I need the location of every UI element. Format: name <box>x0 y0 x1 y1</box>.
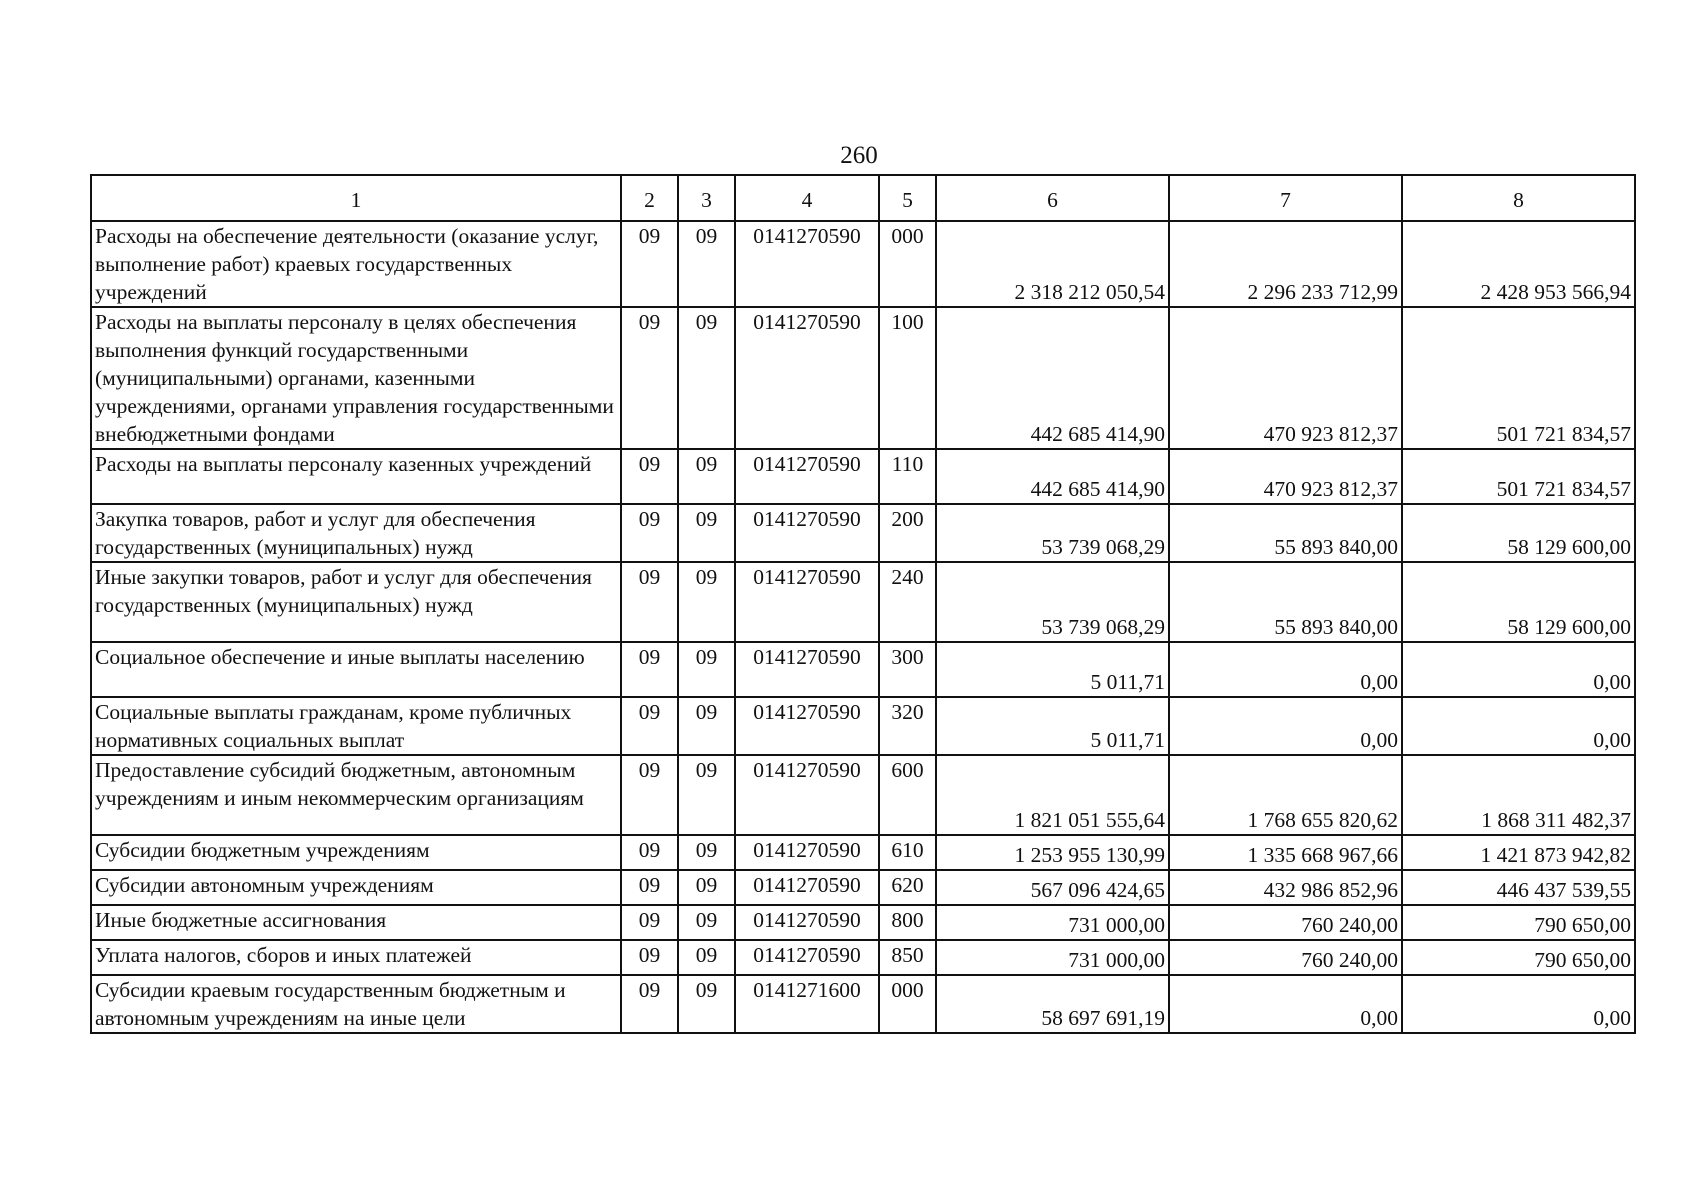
amount-col-7: 55 893 840,00 <box>1169 562 1402 642</box>
amount-col-8: 58 129 600,00 <box>1402 562 1635 642</box>
column-header: 4 <box>735 175 879 221</box>
expense-name: Уплата налогов, сборов и иных платежей <box>91 940 621 975</box>
section-code: 09 <box>621 940 678 975</box>
expense-name: Расходы на обеспечение деятельности (оказание услуг, выполнение работ) краевых государственных учреждений <box>91 221 621 307</box>
target-article-code: 0141271600 <box>735 975 879 1033</box>
expense-name: Закупка товаров, работ и услуг для обеспечения государственных (муниципальных) нужд <box>91 504 621 562</box>
table-row <box>91 870 1635 905</box>
amount-col-7: 2 296 233 712,99 <box>1169 221 1402 307</box>
subsection-code: 09 <box>678 642 735 697</box>
amount-col-7: 55 893 840,00 <box>1169 504 1402 562</box>
section-code: 09 <box>621 307 678 449</box>
expense-name: Иные закупки товаров, работ и услуг для обеспечения государственных (муниципальных) нужд <box>91 562 621 642</box>
table-row <box>91 307 1635 449</box>
amount-col-6: 1 253 955 130,99 <box>936 835 1169 870</box>
expense-type-code: 000 <box>879 221 936 307</box>
table-row <box>91 221 1635 307</box>
expense-type-code: 100 <box>879 307 936 449</box>
column-header: 8 <box>1402 175 1635 221</box>
table-body <box>91 175 1635 1033</box>
amount-col-8: 446 437 539,55 <box>1402 870 1635 905</box>
target-article-code: 0141270590 <box>735 835 879 870</box>
expense-name: Расходы на выплаты персоналу в целях обеспечения выполнения функций государственными (муниципальными) органами, казенными учреждениями, органами управления государственными внебюджетными фондами <box>91 307 621 449</box>
expense-name: Социальное обеспечение и иные выплаты населению <box>91 642 621 697</box>
amount-col-7: 1 768 655 820,62 <box>1169 755 1402 835</box>
expense-type-code: 850 <box>879 940 936 975</box>
subsection-code: 09 <box>678 221 735 307</box>
amount-col-6: 53 739 068,29 <box>936 562 1169 642</box>
table-row <box>91 642 1635 697</box>
amount-col-6: 5 011,71 <box>936 642 1169 697</box>
table-row <box>91 835 1635 870</box>
target-article-code: 0141270590 <box>735 642 879 697</box>
subsection-code: 09 <box>678 835 735 870</box>
expense-name: Социальные выплаты гражданам, кроме публичных нормативных социальных выплат <box>91 697 621 755</box>
section-code: 09 <box>621 975 678 1033</box>
amount-col-6: 5 011,71 <box>936 697 1169 755</box>
section-code: 09 <box>621 835 678 870</box>
expense-name: Предоставление субсидий бюджетным, автономным учреждениям и иным некоммерческим организациям <box>91 755 621 835</box>
amount-col-6: 442 685 414,90 <box>936 449 1169 504</box>
expense-type-code: 610 <box>879 835 936 870</box>
column-header: 7 <box>1169 175 1402 221</box>
table-row <box>91 905 1635 940</box>
expense-type-code: 240 <box>879 562 936 642</box>
page-number: 260 <box>840 142 878 169</box>
amount-col-7: 0,00 <box>1169 697 1402 755</box>
amount-col-6: 731 000,00 <box>936 940 1169 975</box>
subsection-code: 09 <box>678 870 735 905</box>
expense-type-code: 320 <box>879 697 936 755</box>
subsection-code: 09 <box>678 755 735 835</box>
column-header: 5 <box>879 175 936 221</box>
subsection-code: 09 <box>678 562 735 642</box>
expense-type-code: 000 <box>879 975 936 1033</box>
table-row <box>91 504 1635 562</box>
section-code: 09 <box>621 870 678 905</box>
budget-table <box>90 174 1636 1034</box>
subsection-code: 09 <box>678 905 735 940</box>
section-code: 09 <box>621 697 678 755</box>
target-article-code: 0141270590 <box>735 449 879 504</box>
table-row <box>91 449 1635 504</box>
amount-col-8: 790 650,00 <box>1402 905 1635 940</box>
amount-col-7: 0,00 <box>1169 642 1402 697</box>
subsection-code: 09 <box>678 449 735 504</box>
section-code: 09 <box>621 642 678 697</box>
target-article-code: 0141270590 <box>735 870 879 905</box>
expense-name: Субсидии автономным учреждениям <box>91 870 621 905</box>
section-code: 09 <box>621 221 678 307</box>
table-row <box>91 697 1635 755</box>
amount-col-7: 1 335 668 967,66 <box>1169 835 1402 870</box>
subsection-code: 09 <box>678 940 735 975</box>
target-article-code: 0141270590 <box>735 697 879 755</box>
expense-name: Иные бюджетные ассигнования <box>91 905 621 940</box>
section-code: 09 <box>621 905 678 940</box>
section-code: 09 <box>621 504 678 562</box>
target-article-code: 0141270590 <box>735 562 879 642</box>
expense-name: Расходы на выплаты персоналу казенных учреждений <box>91 449 621 504</box>
subsection-code: 09 <box>678 975 735 1033</box>
table-header-row <box>91 175 1635 221</box>
column-header: 6 <box>936 175 1169 221</box>
amount-col-6: 2 318 212 050,54 <box>936 221 1169 307</box>
target-article-code: 0141270590 <box>735 307 879 449</box>
expense-type-code: 200 <box>879 504 936 562</box>
expense-name: Субсидии бюджетным учреждениям <box>91 835 621 870</box>
target-article-code: 0141270590 <box>735 755 879 835</box>
section-code: 09 <box>621 562 678 642</box>
amount-col-7: 432 986 852,96 <box>1169 870 1402 905</box>
target-article-code: 0141270590 <box>735 504 879 562</box>
amount-col-6: 1 821 051 555,64 <box>936 755 1169 835</box>
expense-name: Субсидии краевым государственным бюджетным и автономным учреждениям на иные цели <box>91 975 621 1033</box>
expense-type-code: 300 <box>879 642 936 697</box>
amount-col-8: 1 421 873 942,82 <box>1402 835 1635 870</box>
expense-type-code: 600 <box>879 755 936 835</box>
amount-col-8: 501 721 834,57 <box>1402 307 1635 449</box>
amount-col-8: 501 721 834,57 <box>1402 449 1635 504</box>
column-header: 3 <box>678 175 735 221</box>
subsection-code: 09 <box>678 307 735 449</box>
amount-col-7: 0,00 <box>1169 975 1402 1033</box>
amount-col-7: 470 923 812,37 <box>1169 449 1402 504</box>
subsection-code: 09 <box>678 504 735 562</box>
section-code: 09 <box>621 755 678 835</box>
expense-type-code: 620 <box>879 870 936 905</box>
amount-col-6: 53 739 068,29 <box>936 504 1169 562</box>
subsection-code: 09 <box>678 697 735 755</box>
target-article-code: 0141270590 <box>735 221 879 307</box>
expense-type-code: 110 <box>879 449 936 504</box>
amount-col-8: 0,00 <box>1402 975 1635 1033</box>
amount-col-7: 760 240,00 <box>1169 940 1402 975</box>
amount-col-6: 58 697 691,19 <box>936 975 1169 1033</box>
table-row <box>91 940 1635 975</box>
amount-col-8: 2 428 953 566,94 <box>1402 221 1635 307</box>
amount-col-6: 731 000,00 <box>936 905 1169 940</box>
table-row <box>91 755 1635 835</box>
target-article-code: 0141270590 <box>735 905 879 940</box>
amount-col-8: 58 129 600,00 <box>1402 504 1635 562</box>
amount-col-6: 567 096 424,65 <box>936 870 1169 905</box>
amount-col-7: 760 240,00 <box>1169 905 1402 940</box>
amount-col-8: 0,00 <box>1402 697 1635 755</box>
column-header: 2 <box>621 175 678 221</box>
amount-col-8: 0,00 <box>1402 642 1635 697</box>
amount-col-8: 1 868 311 482,37 <box>1402 755 1635 835</box>
target-article-code: 0141270590 <box>735 940 879 975</box>
table-row <box>91 975 1635 1033</box>
expense-type-code: 800 <box>879 905 936 940</box>
amount-col-8: 790 650,00 <box>1402 940 1635 975</box>
column-header: 1 <box>91 175 621 221</box>
table-row <box>91 562 1635 642</box>
amount-col-7: 470 923 812,37 <box>1169 307 1402 449</box>
section-code: 09 <box>621 449 678 504</box>
amount-col-6: 442 685 414,90 <box>936 307 1169 449</box>
